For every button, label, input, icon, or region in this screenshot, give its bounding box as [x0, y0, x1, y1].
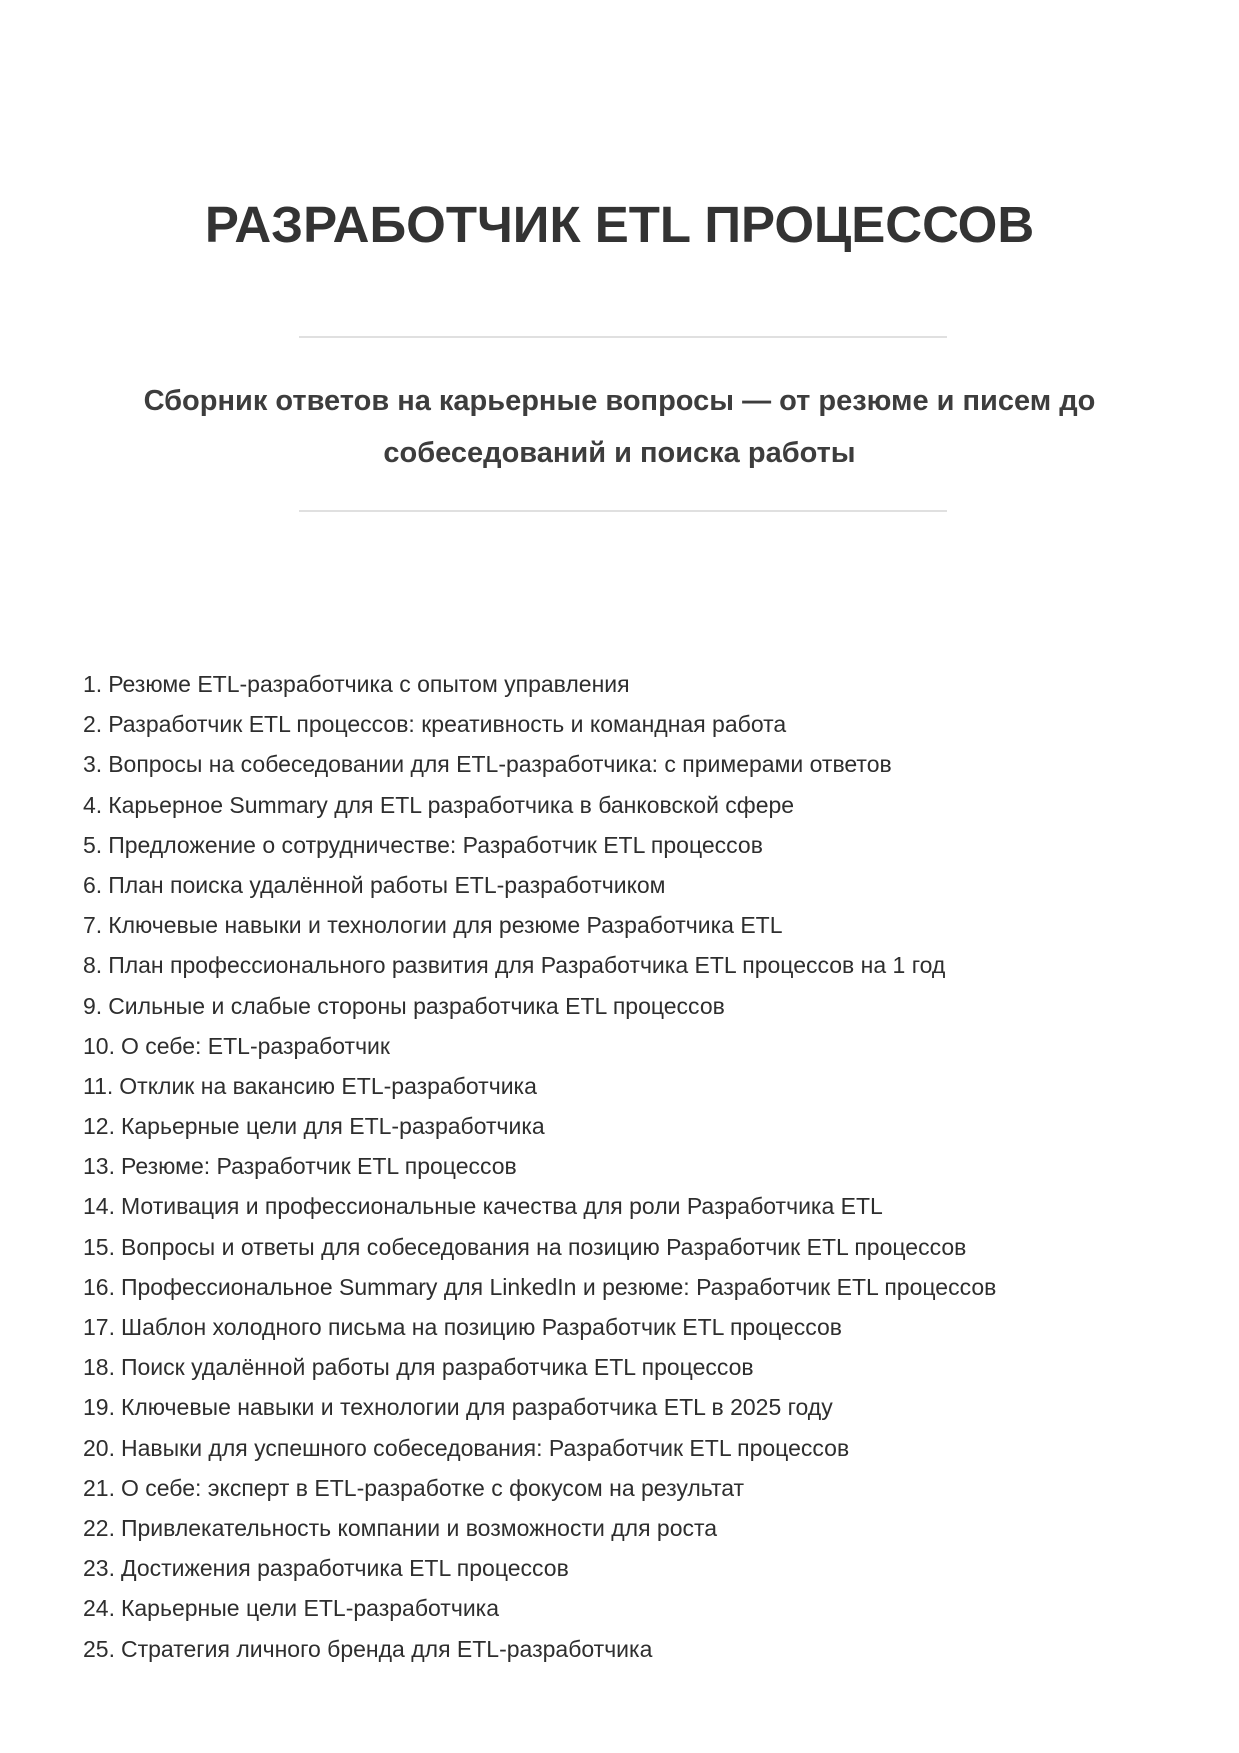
- toc-item-text: Достижения разработчика ETL процессов: [120, 1555, 569, 1582]
- toc-item: [83, 1146, 1183, 1186]
- toc-item-text: Резюме: Разработчик ETL процессов: [120, 1153, 517, 1180]
- toc-item-number: 8.: [83, 952, 103, 979]
- toc-item-number: 17.: [83, 1314, 115, 1340]
- toc-item: [83, 664, 1183, 704]
- toc-item-text: Разработчик ETL процессов: креативность и командная работа: [108, 711, 787, 738]
- toc-item-text: Карьерные цели для ETL-разработчика: [120, 1113, 545, 1140]
- toc-item: [83, 1508, 1183, 1548]
- toc-item-text: Ключевые навыки и технологии для разработчика ETL в 2025 году: [120, 1394, 833, 1421]
- toc-item-number: 12.: [83, 1113, 115, 1140]
- toc-item-number: 19.: [83, 1394, 115, 1421]
- toc-item-text: Стратегия личного бренда для ETL-разработчика: [120, 1635, 653, 1662]
- toc-item-number: 11.: [83, 1072, 114, 1099]
- toc-item-number: 23.: [83, 1555, 115, 1582]
- toc-item-number: 1.: [83, 671, 103, 697]
- toc-item: [83, 945, 1183, 985]
- toc-item-number: 3.: [83, 751, 103, 778]
- toc-item: [83, 986, 1183, 1026]
- toc-item-text: Шаблон холодного письма на позицию Разработчик ETL процессов: [120, 1314, 842, 1340]
- top-divider: [299, 336, 947, 338]
- toc-item-number: 25.: [83, 1635, 115, 1662]
- page-subtitle: Сборник ответов на карьерные вопросы — от резюме и писем до собеседований и поиска работы: [143, 385, 1096, 469]
- toc-item-text: План профессионального развития для Разработчика ETL процессов на 1 год: [108, 952, 946, 979]
- toc-item: [83, 1106, 1183, 1146]
- toc-item-number: 7.: [83, 912, 103, 939]
- toc-item: [83, 1267, 1183, 1307]
- toc-item: [83, 865, 1183, 905]
- toc-item-text: Сильные и слабые стороны разработчика ETL процессов: [108, 992, 725, 1019]
- toc-item-text: О себе: эксперт в ETL-разработке с фокусом на результат: [120, 1474, 745, 1501]
- toc-item: [83, 1629, 1183, 1669]
- toc-item: [83, 744, 1183, 784]
- toc-item: [83, 1548, 1183, 1588]
- toc-item-text: Отклик на вакансию ETL-разработчика: [119, 1072, 537, 1099]
- toc-item-text: Предложение о сотрудничестве: Разработчик ETL процессов: [108, 831, 763, 858]
- toc-item-number: 14.: [83, 1193, 115, 1220]
- toc-item-text: Профессиональное Summary для LinkedIn и резюме: Разработчик ETL процессов: [120, 1273, 997, 1300]
- toc-item-text: О себе: ETL-разработчик: [120, 1032, 390, 1059]
- page-title: РАЗРАБОТЧИК ETL ПРОЦЕССОВ: [204, 196, 1035, 253]
- toc-item: [83, 1468, 1183, 1508]
- toc-item-number: 9.: [83, 992, 103, 1019]
- toc-item-number: 20.: [83, 1434, 115, 1461]
- toc-item: [83, 905, 1183, 945]
- toc-item-text: Ключевые навыки и технологии для резюме Разработчика ETL: [108, 912, 783, 939]
- toc-item-text: Привлекательность компании и возможности для роста: [120, 1514, 718, 1541]
- toc-item-text: План поиска удалённой работы ETL-разработчиком: [108, 871, 666, 898]
- toc-item-number: 24.: [83, 1595, 115, 1622]
- toc-item-text: Резюме ETL-разработчика с опытом управления: [108, 671, 630, 697]
- toc-item-text: Навыки для успешного собеседования: Разработчик ETL процессов: [120, 1434, 850, 1461]
- toc-item-text: Карьерное Summary для ETL разработчика в банковской сфере: [108, 791, 795, 818]
- toc-item: [83, 1428, 1183, 1468]
- toc-item-text: Вопросы и ответы для собеседования на позицию Разработчик ETL процессов: [120, 1233, 967, 1260]
- toc-item-number: 2.: [83, 711, 103, 738]
- toc-item-number: 18.: [83, 1354, 115, 1381]
- toc-item-text: Мотивация и профессиональные качества для роли Разработчика ETL: [120, 1193, 883, 1220]
- toc-item: [83, 1227, 1183, 1267]
- toc-item-number: 5.: [83, 831, 103, 858]
- table-of-contents: [83, 664, 1183, 1669]
- toc-item-number: 21.: [83, 1474, 115, 1501]
- toc-item-number: 13.: [83, 1153, 115, 1180]
- toc-item-number: 10.: [83, 1032, 115, 1059]
- toc-item: [83, 1387, 1183, 1427]
- toc-item: [83, 1066, 1183, 1106]
- toc-item-number: 4.: [83, 791, 103, 818]
- toc-item-text: Карьерные цели ETL-разработчика: [120, 1595, 500, 1622]
- toc-item: [83, 825, 1183, 865]
- toc-item-text: Вопросы на собеседовании для ETL-разработчика: с примерами ответов: [108, 751, 892, 778]
- toc-item: [83, 1186, 1183, 1226]
- toc-item: [83, 1347, 1183, 1387]
- toc-item-number: 16.: [83, 1273, 115, 1300]
- toc-item-number: 22.: [83, 1514, 115, 1541]
- toc-item: [83, 1588, 1183, 1628]
- toc-item: [83, 1026, 1183, 1066]
- toc-item-number: 15.: [83, 1233, 115, 1260]
- bottom-divider: [299, 510, 947, 512]
- toc-item: [83, 704, 1183, 744]
- toc-item: [83, 785, 1183, 825]
- toc-item-text: Поиск удалённой работы для разработчика ETL процессов: [120, 1354, 754, 1381]
- toc-item: [83, 1307, 1183, 1347]
- toc-item-number: 6.: [83, 871, 103, 898]
